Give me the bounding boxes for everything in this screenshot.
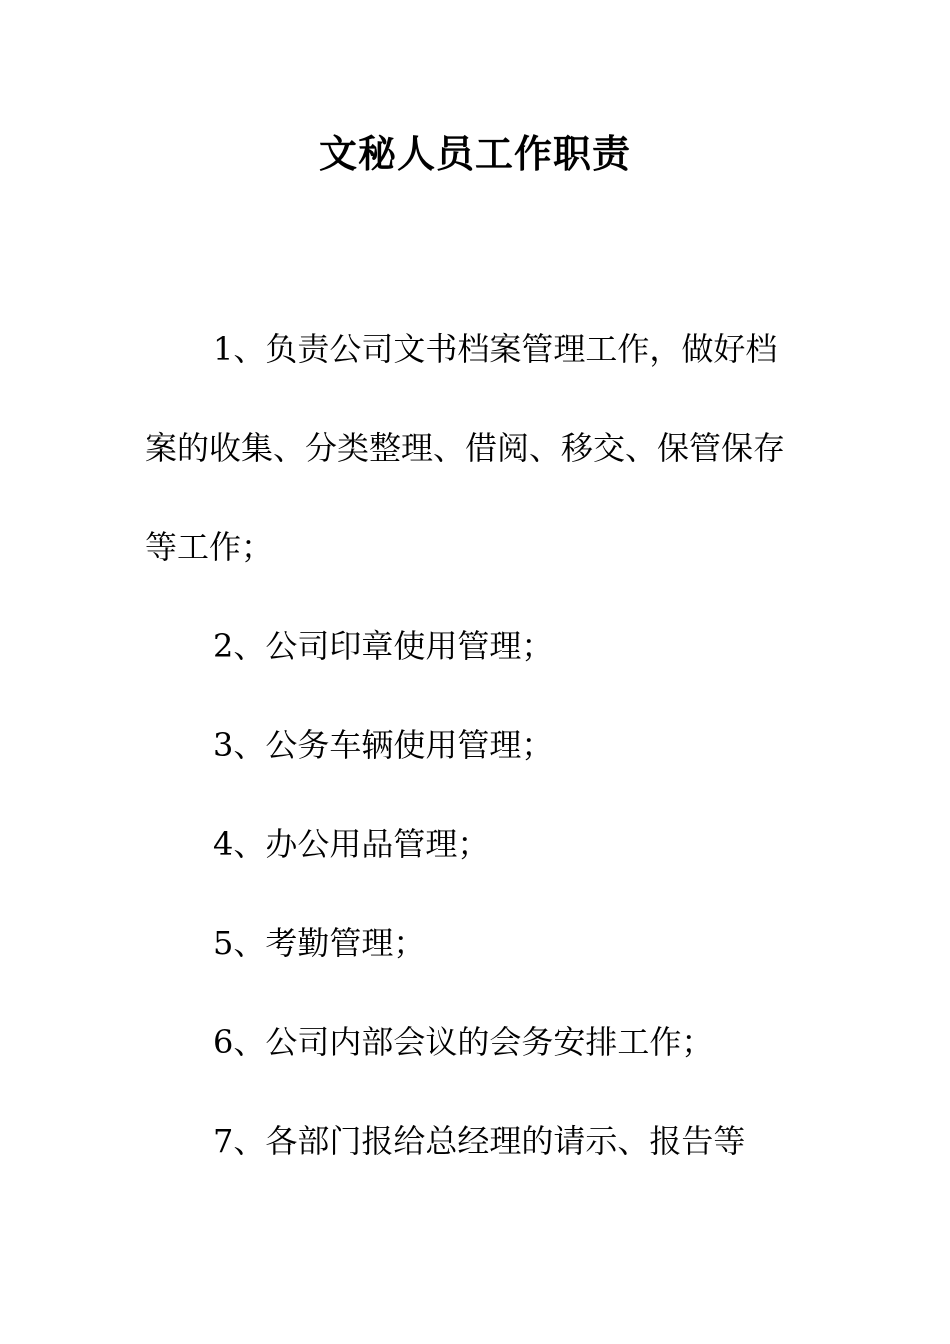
document-body [145,300,805,1191]
page-title: 文秘人员工作职责 [318,132,631,176]
paragraph-3: 3、公务车辆使用管理； [213,726,554,764]
paragraph-4: 4、办公用品管理； [213,825,490,863]
paragraph-1: 1、负责公司文书档案管理工作，做好档案的收集、分类整理、借阅、移交、保管保存等工作； [145,330,786,566]
paragraph-2: 2、公司印章使用管理； [213,627,554,665]
paragraph-5: 5、考勤管理； [213,924,426,962]
paragraph-7: 7、各部门报给总经理的请示、报告等 [213,1122,746,1160]
paragraph-6: 6、公司内部会议的会务安排工作； [213,1023,714,1061]
